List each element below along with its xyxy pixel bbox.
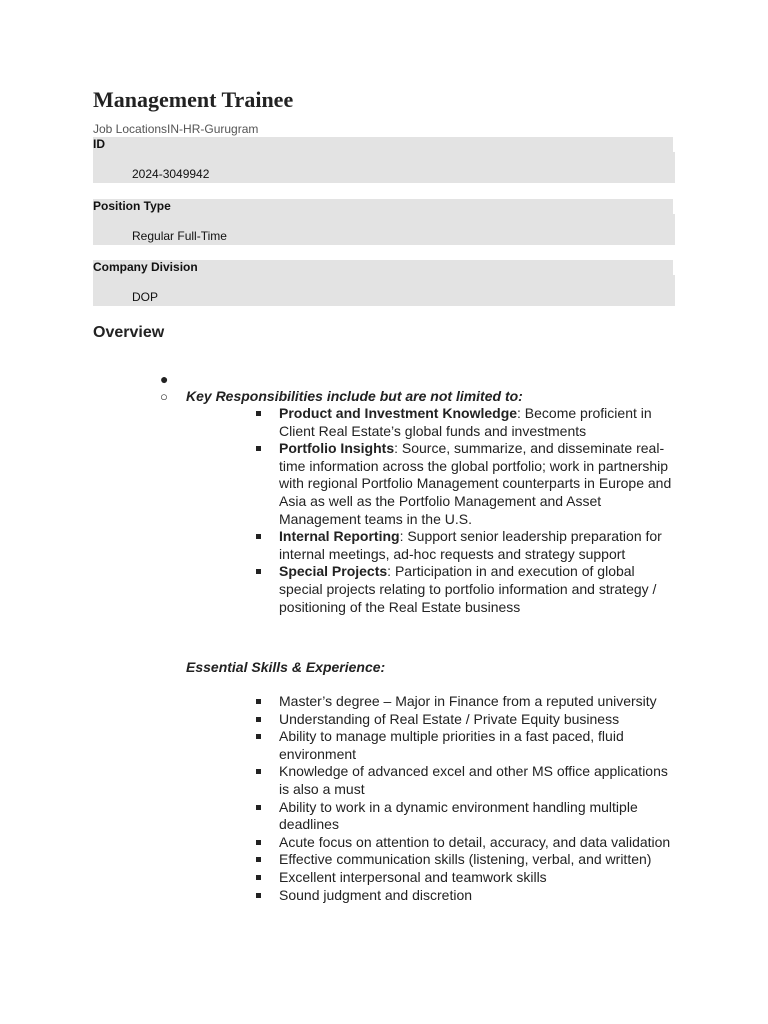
square-bullet-icon	[256, 534, 261, 539]
list-item-title: Internal Reporting	[279, 528, 400, 545]
list-item	[255, 711, 675, 729]
responsibilities-heading: Key Responsibilities include but are not limited to:	[186, 388, 523, 404]
square-bullet-icon	[256, 446, 261, 451]
square-bullet-icon	[256, 805, 261, 810]
responsibilities-list	[255, 405, 675, 616]
list-item-text: Ability to work in a dynamic environment handling multiple deadlines	[279, 798, 638, 833]
company-division-label: Company Division	[93, 260, 673, 275]
list-item-text: Knowledge of advanced excel and other MS office applications is also a must	[279, 763, 668, 797]
list-item	[255, 834, 675, 852]
list-item-text: Excellent interpersonal and teamwork skills	[279, 868, 547, 885]
position-type-label: Position Type	[93, 199, 673, 214]
job-locations: Job LocationsIN-HR-Gurugram	[93, 122, 259, 136]
list-item-text: : Become proficient in Client Real Estate’s global funds and investments	[279, 405, 652, 439]
list-item	[255, 563, 675, 616]
skills-list	[255, 693, 675, 904]
list-item-title: Product and Investment Knowledge	[279, 405, 518, 421]
square-bullet-icon	[256, 717, 261, 722]
overview-heading: Overview	[93, 324, 165, 341]
square-bullet-icon	[256, 734, 261, 739]
square-bullet-icon	[256, 893, 261, 898]
id-label: ID	[93, 137, 673, 152]
job-title: Management Trainee	[93, 87, 294, 112]
square-bullet-icon	[256, 857, 261, 862]
list-item-text: Master’s degree – Major in Finance from a reputed university	[279, 693, 657, 709]
list-item-text: Understanding of Real Estate / Private Equity business	[279, 710, 620, 727]
bullet-dot-icon: ●	[160, 371, 169, 387]
company-division-value: DOP	[93, 275, 675, 306]
square-bullet-icon	[256, 411, 261, 416]
list-item	[255, 528, 675, 563]
list-item-text: Ability to manage multiple priorities in a fast paced, fluid environment	[279, 728, 624, 762]
list-item	[255, 887, 675, 905]
square-bullet-icon	[256, 699, 261, 704]
list-item-text: : Source, summarize, and disseminate real-time information across the global portfolio; work in partnership with regional Portfolio Management counterparts in Europe and Asia as well as the Portfolio Management and Asset Management teams in the U.S.	[279, 440, 672, 527]
id-value: 2024-3049942	[93, 152, 675, 183]
list-item	[255, 693, 675, 711]
list-item-text: Sound judgment and discretion	[279, 886, 473, 903]
list-item-title: Special Projects	[279, 563, 388, 580]
square-bullet-icon	[256, 875, 261, 880]
list-item	[255, 405, 675, 440]
list-item	[255, 851, 675, 869]
bullet-circle-icon: ○	[160, 389, 168, 404]
list-item	[255, 869, 675, 887]
list-item-text: Effective communication skills (listening, verbal, and written)	[279, 851, 652, 868]
list-item-text: Acute focus on attention to detail, accuracy, and data validation	[279, 833, 671, 850]
list-item-title: Portfolio Insights	[279, 440, 395, 457]
position-type-value: Regular Full-Time	[93, 214, 675, 245]
list-item	[255, 763, 675, 798]
list-item	[255, 440, 675, 528]
square-bullet-icon	[256, 840, 261, 845]
square-bullet-icon	[256, 769, 261, 774]
list-item	[255, 728, 675, 763]
list-item	[255, 799, 675, 834]
list-item-text: : Support senior leadership preparation for internal meetings, ad-hoc requests and strategy support	[279, 528, 662, 562]
square-bullet-icon	[256, 569, 261, 574]
list-item-text: : Participation in and execution of global special projects relating to portfolio information and strategy / positioning of the Real Estate business	[279, 563, 657, 615]
skills-heading: Essential Skills & Experience:	[186, 659, 386, 675]
